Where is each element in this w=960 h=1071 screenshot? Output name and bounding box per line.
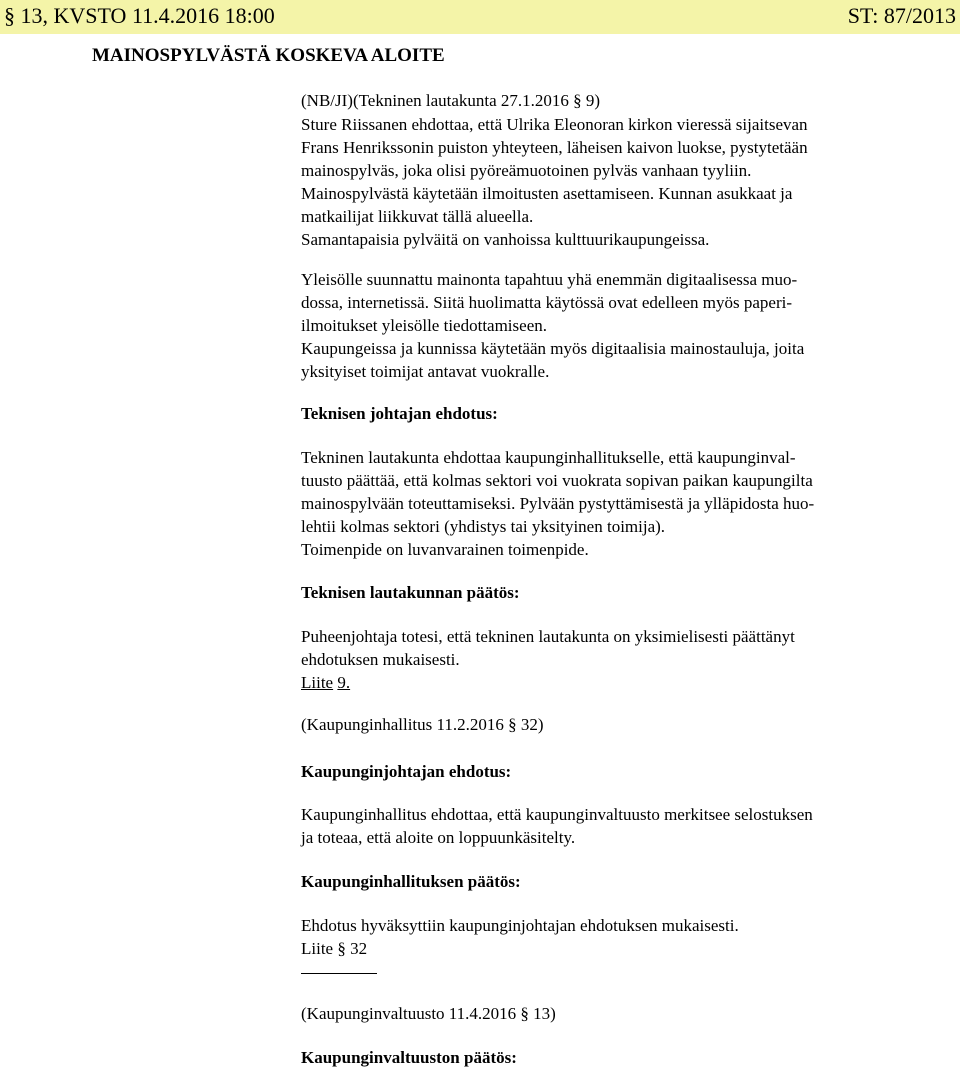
document-header-bar (0, 0, 960, 34)
intro-p1-line-3: mainospylväs, joka olisi pyöreämuotoinen pylväs vanhaan tyyliin. (301, 161, 752, 180)
city-board-reference: (Kaupunginhallitus 11.2.2016 § 32) (301, 715, 544, 734)
tech-director-line-4: lehtii kolmas sektori (yhdistys tai yksityinen toimija). (301, 517, 666, 536)
tech-board-line-1: Puheenjohtaja totesi, että tekninen lautakunta on yksimielisesti päättänyt (301, 627, 795, 646)
city-board-attachment: Liite § 32 (301, 939, 368, 958)
tech-director-line-2: tuusto päättää, että kolmas sektori voi vuokrata sopivan paikan kaupungilta (301, 471, 813, 490)
intro-p2-line-3: ilmoitukset yleisölle tiedottamiseen. (301, 316, 547, 335)
intro-p2-line-5: yksityiset toimijat antavat vuokralle. (301, 362, 550, 381)
council-reference: (Kaupunginvaltuusto 11.4.2016 § 13) (301, 1004, 556, 1023)
tech-director-line-1: Tekninen lautakunta ehdottaa kaupunginhallitukselle, että kaupunginval- (301, 448, 796, 467)
mayor-line-2: ja toteaa, että aloite on loppuunkäsitelty. (301, 828, 576, 847)
intro-reference: (NB/JI)(Tekninen lautakunta 27.1.2016 § 9) (301, 91, 601, 110)
intro-p1-line-2: Frans Henrikssonin puiston yhteyteen, läheisen kaivon luokse, pystytetään (301, 138, 808, 157)
document-title: MAINOSPYLVÄSTÄ KOSKEVA ALOITE (92, 45, 445, 66)
city-board-line-1: Ehdotus hyväksyttiin kaupunginjohtajan ehdotuksen mukaisesti. (301, 916, 739, 935)
city-board-heading: Kaupunginhallituksen päätös: (301, 872, 521, 891)
mayor-heading: Kaupunginjohtajan ehdotus: (301, 762, 512, 781)
section-divider (301, 973, 377, 974)
intro-p2-line-2: dossa, internetissä. Siitä huolimatta käytössä ovat edelleen myös paperi- (301, 293, 792, 312)
tech-director-heading: Teknisen johtajan ehdotus: (301, 404, 498, 423)
tech-board-line-2: ehdotuksen mukaisesti. (301, 650, 460, 669)
council-heading: Kaupunginvaltuuston päätös: (301, 1048, 517, 1067)
mayor-line-1: Kaupunginhallitus ehdottaa, että kaupunginvaltuusto merkitsee selostuksen (301, 805, 813, 824)
intro-p1-line-1: Sture Riissanen ehdottaa, että Ulrika Eleonoran kirkon vieressä sijaitsevan (301, 115, 808, 134)
case-number: ST: 87/2013 (847, 3, 956, 28)
attachment-link-word[interactable]: Liite (301, 673, 334, 692)
tech-director-line-5: Toimenpide on luvanvarainen toimenpide. (301, 540, 589, 559)
meeting-reference: § 13, KVSTO 11.4.2016 18:00 (4, 3, 275, 28)
tech-board-attachment[interactable] (301, 671, 350, 694)
tech-board-heading: Teknisen lautakunnan päätös: (301, 583, 520, 602)
intro-p2-line-1: Yleisölle suunnattu mainonta tapahtuu yhä enemmän digitaalisessa muo- (301, 270, 798, 289)
tech-director-line-3: mainospylvään toteuttamiseksi. Pylvään pystyttämisestä ja ylläpidosta huo- (301, 494, 815, 513)
intro-p1-line-6: Samantapaisia pylväitä on vanhoissa kulttuurikaupungeissa. (301, 230, 710, 249)
attachment-link-number[interactable]: 9. (337, 673, 351, 692)
intro-p2-line-4: Kaupungeissa ja kunnissa käytetään myös digitaalisia mainostauluja, joita (301, 339, 805, 358)
intro-p1-line-4: Mainospylvästä käytetään ilmoitusten asettamiseen. Kunnan asukkaat ja (301, 184, 793, 203)
intro-p1-line-5: matkailijat liikkuvat tällä alueella. (301, 207, 534, 226)
